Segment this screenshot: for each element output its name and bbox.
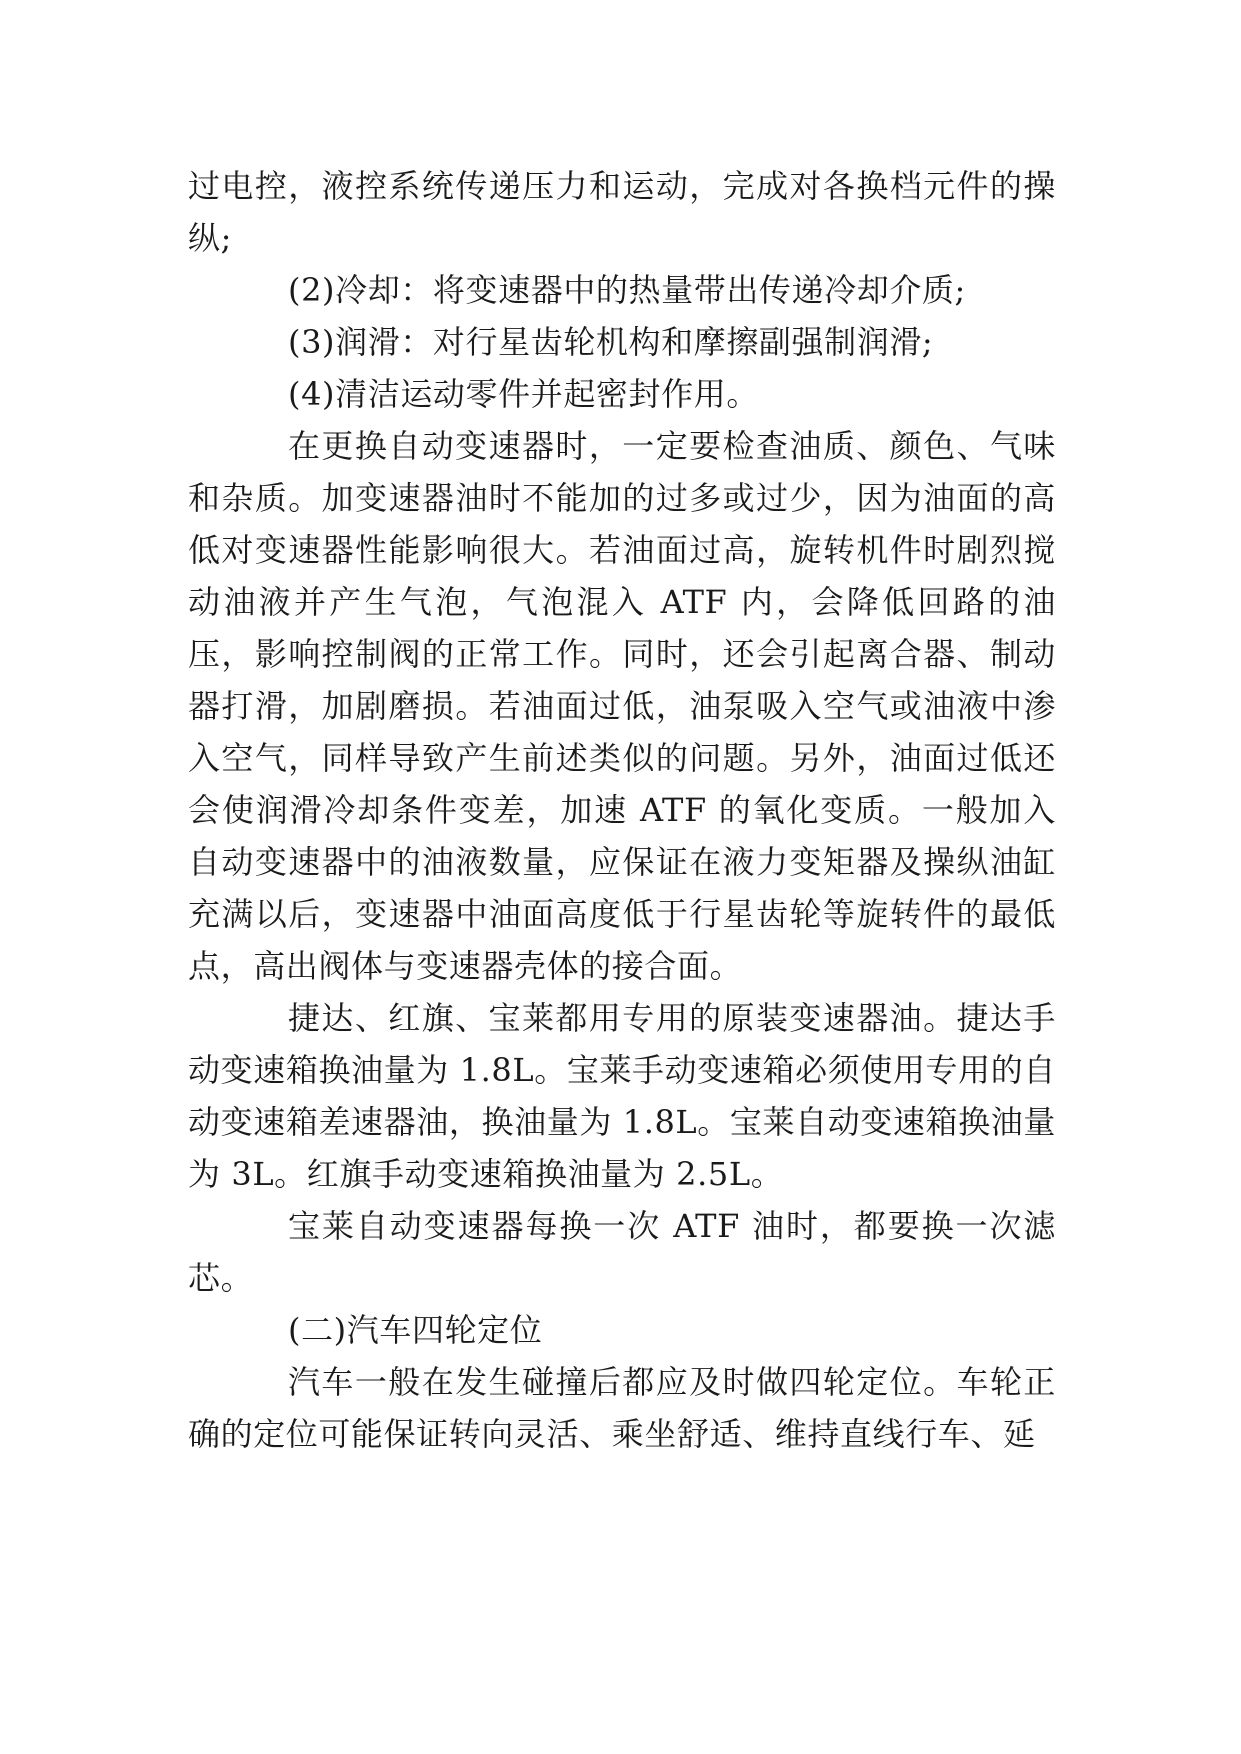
paragraph-lubrication: (3)润滑：对行星齿轮机构和摩擦副强制润滑; <box>288 323 934 361</box>
section-heading-wheel-alignment: (二)汽车四轮定位 <box>288 1311 543 1349</box>
paragraph-cooling: (2)冷却：将变速器中的热量带出传递冷却介质; <box>288 271 966 309</box>
paragraph-cleaning: (4)清洁运动零件并起密封作用。 <box>288 375 759 413</box>
body-text <box>188 160 1056 1460</box>
paragraph-filter: 宝莱自动变速器每换一次 ATF 油时，都要换一次滤芯。 <box>188 1207 1056 1297</box>
paragraph-wheel-alignment: 汽车一般在发生碰撞后都应及时做四轮定位。车轮正确的定位可能保证转向灵活、乘坐舒适、维持直线行车、延 <box>188 1363 1056 1453</box>
paragraph-continuation: 过电控，液控系统传递压力和运动，完成对各换档元件的操纵; <box>188 167 1056 257</box>
paragraph-oil-capacity: 捷达、红旗、宝莱都用专用的原装变速器油。捷达手动变速箱换油量为 1.8L。宝莱手动变速箱必须使用专用的自动变速箱差速器油，换油量为 1.8L。宝莱自动变速箱换油量为 3L。红旗手动变速箱换油量为 2.5L。 <box>188 999 1056 1193</box>
paragraph-atf-check: 在更换自动变速器时，一定要检查油质、颜色、气味和杂质。加变速器油时不能加的过多或过少，因为油面的高低对变速器性能影响很大。若油面过高，旋转机件时剧烈搅动油液并产生气泡，气泡混入 ATF 内，会降低回路的油压，影响控制阀的正常工作。同时，还会引起离合器、制动器打滑，加剧磨损。若油面过低，油泵吸入空气或油液中渗入空气，同样导致产生前述类似的问题。另外，油面过低还会使润滑冷却条件变差，加速 ATF 的氧化变质。一般加入自动变速器中的油液数量，应保证在液力变矩器及操纵油缸充满以后，变速器中油面高度低于行星齿轮等旋转件的最低点，高出阀体与变速器壳体的接合面。 <box>188 427 1056 985</box>
